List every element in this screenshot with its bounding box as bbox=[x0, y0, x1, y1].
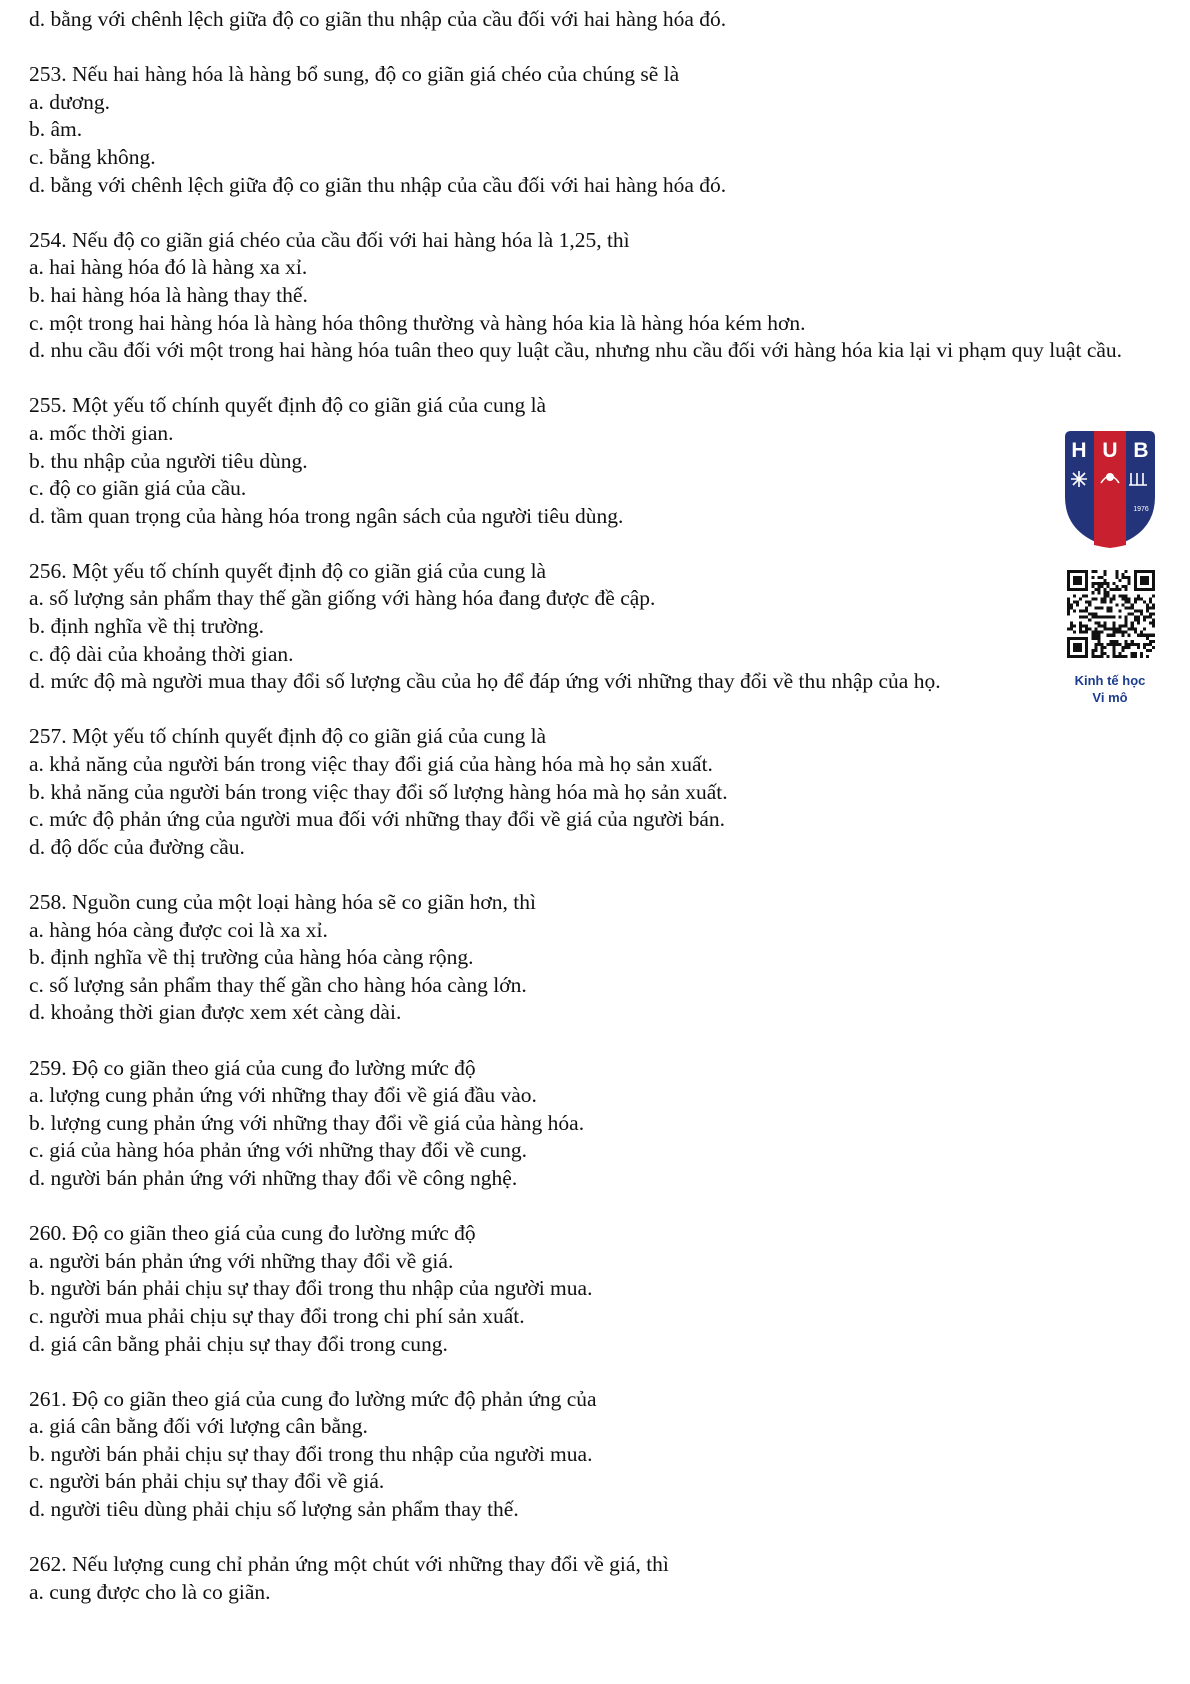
question-255 bbox=[29, 392, 1169, 530]
question-257 bbox=[29, 723, 1169, 861]
option-d: d. mức độ mà người mua thay đổi số lượng cầu của họ để đáp ứng với những thay đổi về thu nhập của họ. bbox=[29, 669, 941, 694]
question-stem: 254. Nếu độ co giãn giá chéo của cầu đối với hai hàng hóa là 1,25, thì bbox=[29, 227, 630, 252]
option-b: b. thu nhập của người tiêu dùng. bbox=[29, 448, 308, 473]
option-a: a. lượng cung phản ứng với những thay đổi về giá đầu vào. bbox=[29, 1083, 537, 1108]
qr-caption-line-1: Kinh tế học bbox=[1074, 673, 1146, 688]
option-c: c. độ dài của khoảng thời gian. bbox=[29, 641, 294, 666]
option-a: a. dương. bbox=[29, 89, 110, 114]
question-261 bbox=[29, 1386, 1169, 1524]
question-258 bbox=[29, 889, 1169, 1027]
option-d: d. người tiêu dùng phải chịu số lượng sản phẩm thay thế. bbox=[29, 1497, 519, 1522]
question-stem: 260. Độ co giãn theo giá của cung đo lường mức độ bbox=[29, 1221, 476, 1246]
question-262 bbox=[29, 1551, 1169, 1606]
option-a: a. giá cân bằng đối với lượng cân bằng. bbox=[29, 1414, 368, 1439]
question-stem: 255. Một yếu tố chính quyết định độ co giãn giá của cung là bbox=[29, 393, 547, 418]
hub-logo bbox=[1061, 427, 1159, 551]
question-256 bbox=[29, 558, 1169, 696]
question-259 bbox=[29, 1055, 1169, 1193]
option-a: a. hàng hóa càng được coi là xa xỉ. bbox=[29, 917, 328, 942]
question-254 bbox=[29, 227, 1169, 365]
option-b: b. lượng cung phản ứng với những thay đổi về giá của hàng hóa. bbox=[29, 1110, 585, 1135]
question-stem: 253. Nếu hai hàng hóa là hàng bổ sung, độ co giãn giá chéo của chúng sẽ là bbox=[29, 62, 680, 87]
option-c: c. bằng không. bbox=[29, 144, 156, 169]
option-c: c. số lượng sản phẩm thay thế gần cho hàng hóa càng lớn. bbox=[29, 972, 527, 997]
option-c: c. người mua phải chịu sự thay đổi trong chi phí sản xuất. bbox=[29, 1303, 525, 1328]
question-stem: 257. Một yếu tố chính quyết định độ co giãn giá của cung là bbox=[29, 724, 547, 749]
option-c: c. người bán phải chịu sự thay đổi về giá. bbox=[29, 1469, 385, 1494]
option-a: a. người bán phản ứng với những thay đổi về giá. bbox=[29, 1248, 454, 1273]
option-c: c. một trong hai hàng hóa là hàng hóa thông thường và hàng hóa kia là hàng hóa kém hơn. bbox=[29, 310, 806, 335]
option-a: a. số lượng sản phẩm thay thế gần giống với hàng hóa đang được đề cập. bbox=[29, 586, 656, 611]
option-d: d. tầm quan trọng của hàng hóa trong ngân sách của người tiêu dùng. bbox=[29, 503, 624, 528]
option-d: d. độ dốc của đường cầu. bbox=[29, 834, 245, 859]
option-d: d. khoảng thời gian được xem xét càng dài. bbox=[29, 1000, 402, 1025]
question-stem: 256. Một yếu tố chính quyết định độ co giãn giá của cung là bbox=[29, 558, 547, 583]
option-d: d. giá cân bằng phải chịu sự thay đổi trong cung. bbox=[29, 1331, 448, 1356]
option-d: d. người bán phản ứng với những thay đổi về công nghệ. bbox=[29, 1165, 518, 1190]
option-d: d. bằng với chênh lệch giữa độ co giãn thu nhập của cầu đối với hai hàng hóa đó. bbox=[29, 172, 727, 197]
qr-caption-line-2: Vi mô bbox=[1092, 690, 1128, 705]
option-a: a. cung được cho là co giãn. bbox=[29, 1579, 271, 1604]
question-253 bbox=[29, 61, 1169, 199]
question-stem: 258. Nguồn cung của một loại hàng hóa sẽ co giãn hơn, thì bbox=[29, 890, 536, 914]
option-b: b. người bán phải chịu sự thay đổi trong thu nhập của người mua. bbox=[29, 1441, 593, 1466]
question-list bbox=[29, 6, 1169, 1606]
option-line: d. bằng với chênh lệch giữa độ co giãn thu nhập của cầu đối với hai hàng hóa đó. bbox=[29, 7, 727, 31]
option-d: d. nhu cầu đối với một trong hai hàng hóa tuân theo quy luật cầu, nhưng nhu cầu đối với hàng hóa kia lại vi phạm quy luật cầu. bbox=[29, 338, 1123, 363]
logo-letter-h: H bbox=[1071, 439, 1087, 462]
question-stem: 261. Độ co giãn theo giá của cung đo lường mức độ phản ứng của bbox=[29, 1386, 597, 1411]
option-a: a. mốc thời gian. bbox=[29, 420, 174, 445]
qr-caption bbox=[1050, 672, 1170, 706]
logo-letter-b: B bbox=[1133, 439, 1149, 462]
option-b: b. hai hàng hóa là hàng thay thế. bbox=[29, 282, 308, 307]
option-c: c. mức độ phản ứng của người mua đối với những thay đổi về giá của người bán. bbox=[29, 807, 726, 832]
option-b: b. khả năng của người bán trong việc thay đổi số lượng hàng hóa mà họ sản xuất. bbox=[29, 779, 728, 804]
question-260 bbox=[29, 1220, 1169, 1358]
option-c: c. độ co giãn giá của cầu. bbox=[29, 476, 247, 501]
option-b: b. định nghĩa về thị trường. bbox=[29, 614, 265, 639]
option-c: c. giá của hàng hóa phản ứng với những thay đổi về cung. bbox=[29, 1138, 527, 1163]
logo-letter-u: U bbox=[1102, 439, 1118, 462]
question-stem: 259. Độ co giãn theo giá của cung đo lường mức độ bbox=[29, 1055, 476, 1080]
question-stem: 262. Nếu lượng cung chỉ phản ứng một chút với những thay đổi về giá, thì bbox=[29, 1552, 669, 1577]
option-a: a. khả năng của người bán trong việc thay đổi giá của hàng hóa mà họ sản xuất. bbox=[29, 752, 713, 777]
option-b: b. âm. bbox=[29, 117, 83, 142]
logo-year: 1976 bbox=[1133, 506, 1149, 513]
option-a: a. hai hàng hóa đó là hàng xa xỉ. bbox=[29, 255, 308, 280]
option-b: b. người bán phải chịu sự thay đổi trong thu nhập của người mua. bbox=[29, 1276, 593, 1301]
option-b: b. định nghĩa về thị trường của hàng hóa càng rộng. bbox=[29, 945, 474, 970]
qr-code bbox=[1067, 570, 1155, 658]
question-fragment bbox=[29, 6, 1169, 34]
